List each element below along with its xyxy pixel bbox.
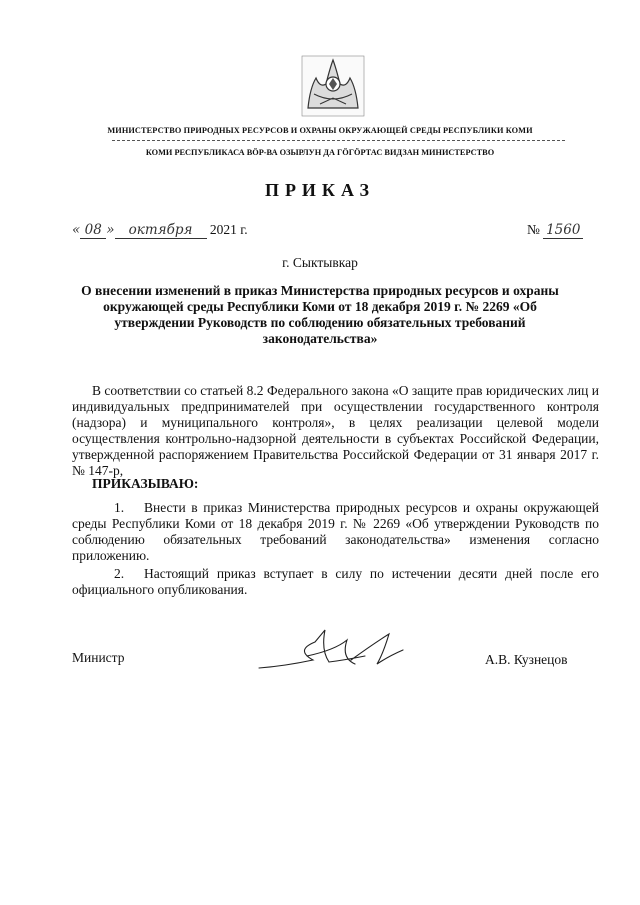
item-number: 2.: [114, 566, 125, 581]
handwritten-signature-icon: [255, 620, 415, 680]
order-heading: ПРИКАЗЫВАЮ:: [92, 476, 199, 491]
document-date: [72, 222, 248, 239]
city: г. Сыктывкар: [282, 255, 358, 270]
document-number: [527, 222, 583, 239]
document-subject: О внесении изменений в приказ Министерства природных ресурсов и охраны окружающей среды Республики Коми от 18 декабря 2019 г. № 2269 «Об утверждении Руководств по соблюдению обязательных требований законодательства»: [81, 283, 559, 346]
date-close-quote: »: [106, 222, 115, 238]
item-text: Настоящий приказ вступает в силу по истечении десяти дней после его официального опубликования.: [72, 566, 599, 597]
order-item: [72, 566, 599, 598]
date-open-quote: «: [72, 222, 81, 238]
order-item: [72, 500, 599, 564]
ministry-name-russian: МИНИСТЕРСТВО ПРИРОДНЫХ РЕСУРСОВ И ОХРАНЫ ОКРУЖАЮЩЕЙ СРЕДЫ РЕСПУБЛИКИ КОМИ: [107, 126, 533, 135]
document-title: ПРИКАЗ: [264, 180, 376, 200]
ministry-name-komi: КОМИ РЕСПУБЛИКАСА ВӦР-ВА ОЗЫРЛУН ДА ГӦГӦРТАС ВИДЗАН МИНИСТЕРСТВО: [145, 148, 495, 157]
item-number: 1.: [114, 500, 125, 515]
date-day: 08: [80, 222, 106, 239]
header-divider: [112, 140, 565, 141]
coat-of-arms-komi-icon: [300, 54, 366, 118]
date-year: 2021 г.: [209, 222, 248, 237]
number-prefix: №: [527, 222, 540, 237]
signatory-name: А.В. Кузнецов: [485, 652, 568, 667]
item-text: Внести в приказ Министерства природных ресурсов и охраны окружающей среды Республики Коми от 18 декабря 2019 г. № 2269 «Об утверждении Руководств по соблюдению обязательных требований законодательства» изменения согласно приложению.: [72, 500, 599, 563]
preamble-paragraph: В соответствии со статьей 8.2 Федерального закона «О защите прав юридических лиц и индивидуальных предпринимателей при осуществлении государственного контроля (надзора) и муниципального контроля», в целях реализации целевой модели осуществления контрольно-надзорной деятельности в субъектах Российской Федерации, утвержденной распоряжением Правительства Российской Федерации от 31 января 2017 г. № 147-р,: [72, 383, 599, 478]
date-month: октября: [115, 222, 207, 239]
number-value: 1560: [543, 222, 583, 239]
signatory-title: Министр: [72, 650, 125, 665]
